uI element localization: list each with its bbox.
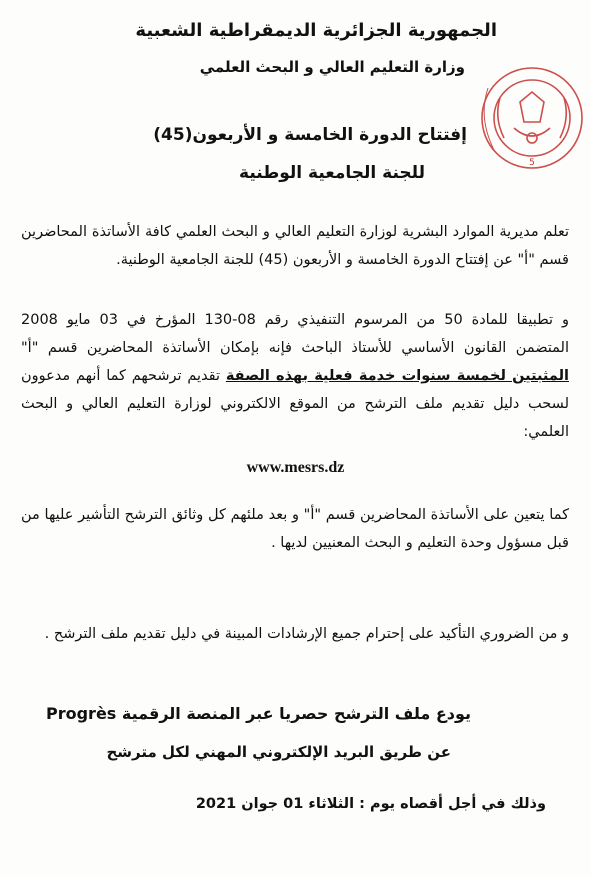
announcement-title: إفتتاح الدورة الخامسة و الأربعون(45) [153, 125, 467, 145]
eligibility-text-end: تقديم ترشحهم كما أنهم مدعوون لسحب دليل تقديم ملف الترشح من الموقع الالكتروني لوزارة التعليم العالي و البحث العلمي: [21, 368, 569, 440]
announcement-subtitle: للجنة الجامعية الوطنية [239, 163, 425, 183]
submission-email: عن طريق البريد الإلكتروني المهني لكل مترشح [106, 743, 451, 761]
paragraph-documents: كما يتعين على الأساتذة المحاضرين قسم "أ" و بعد ملئهم كل وثائق الترشح التأشير عليها من قبل مسؤول وحدة التعليم و البحث المعنيين لديها . [21, 507, 569, 551]
submission-platform: يودع ملف الترشح حصريا عبر المنصة الرقمية Progrès [45, 704, 471, 723]
eligibility-text-start: و تطبيقا للمادة 50 من المرسوم التنفيذي رقم 08-130 المؤرخ في 03 مايو 2008 المتضمن القانون الأساسي للأستاذ الباحث فإنه بإمكان الأساتذة المحاضرين قسم "أ" [21, 312, 570, 356]
ministry-header: وزارة التعليم العالي و البحث العلمي [199, 58, 465, 76]
ministry-website-link[interactable]: www.mesrs.dz [246, 459, 345, 476]
deadline-date: وذلك في أجل أقصاه يوم : الثلاثاء 01 جوان 2021 [195, 796, 546, 812]
paragraph-eligibility [21, 306, 569, 446]
svg-text:5: 5 [529, 158, 535, 168]
official-stamp-icon [470, 58, 588, 176]
paragraph-intro: تعلم مديرية الموارد البشرية لوزارة التعليم العالي و البحث العلمي كافة الأساتذة المحاضرين قسم "أ" عن إفتتاح الدورة الخامسة و الأربعون (45) للجنة الجامعية الوطنية. [21, 224, 569, 268]
republic-header: الجمهورية الجزائرية الديمقراطية الشعبية [135, 20, 497, 41]
paragraph-guidelines: و من الضروري التأكيد على إحترام جميع الإرشادات المبينة في دليل تقديم ملف الترشح . [44, 626, 569, 642]
eligibility-underlined: المثبتين لخمسة سنوات خدمة فعلية بهذه الصفة [225, 368, 569, 384]
